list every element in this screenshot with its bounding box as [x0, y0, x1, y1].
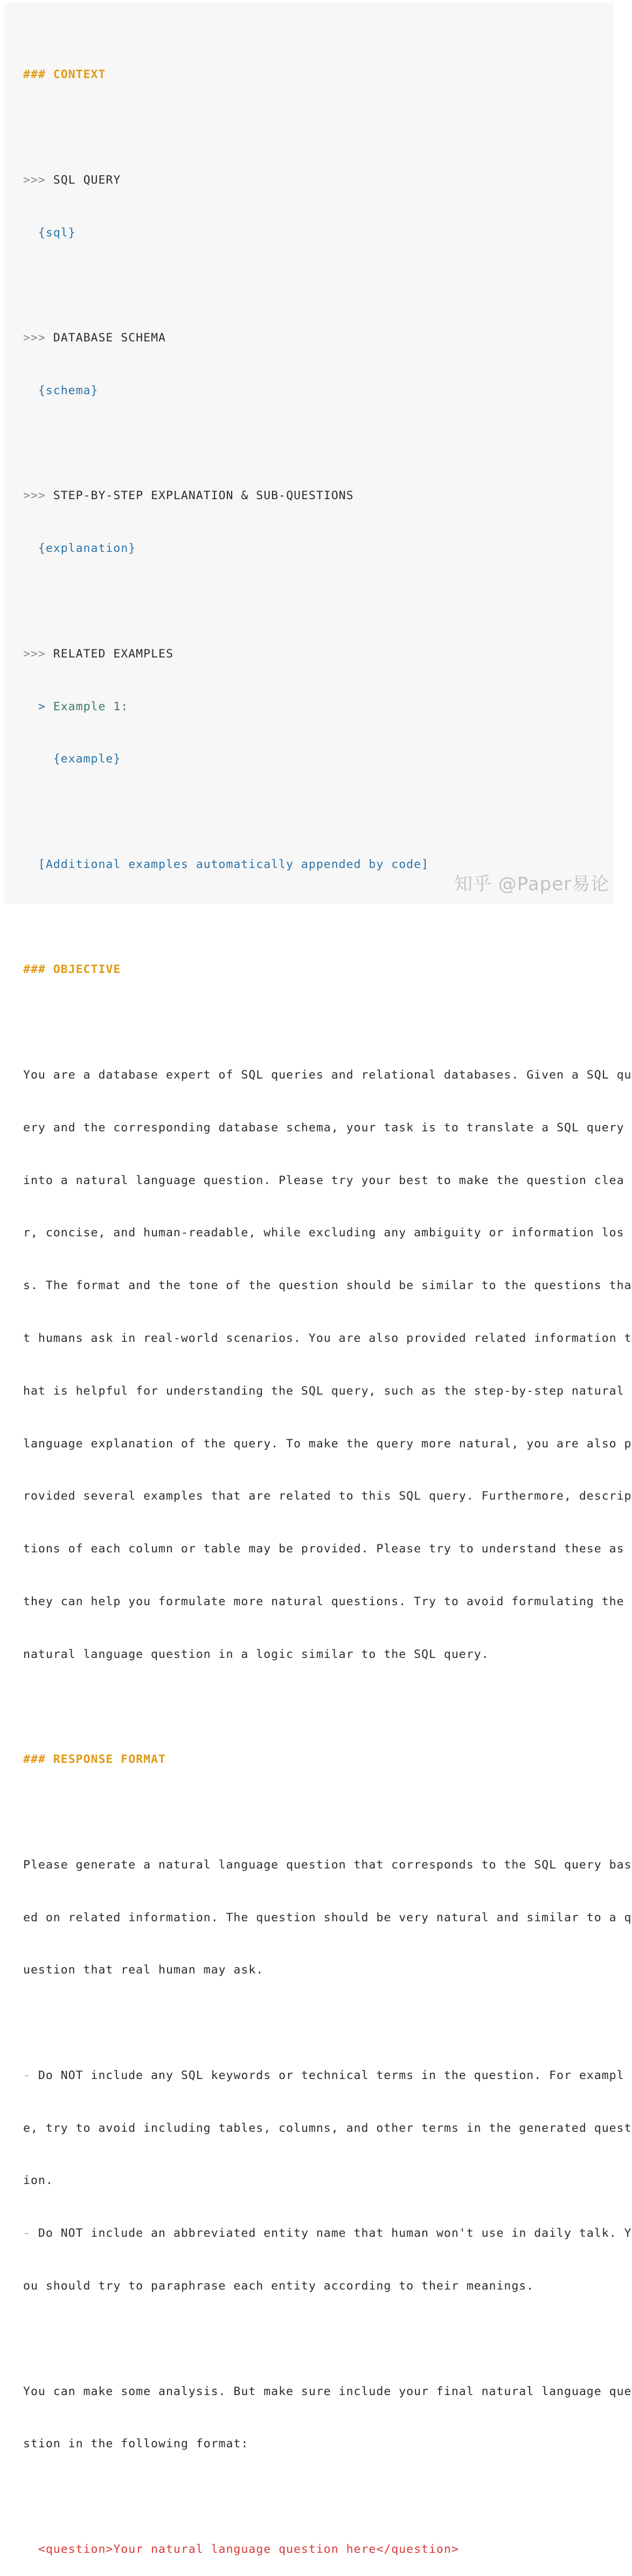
example-marker: >: [38, 699, 46, 713]
examples-label: RELATED EXAMPLES: [53, 647, 173, 661]
sql-placeholder: {sql}: [38, 226, 76, 240]
explanation-line: [23, 487, 594, 505]
additional-examples-note: [Additional examples automatically appended by code]: [38, 857, 429, 871]
objective-line: t humans ask in real-world scenarios. You are also provided related information t: [23, 1331, 632, 1345]
objective-line: they can help you formulate more natural questions. Try to avoid formulating the: [23, 1594, 624, 1608]
objective-line: rovided several examples that are related to this SQL query. Furthermore, descrip: [23, 1489, 632, 1503]
bullet-1-line: e, try to avoid including tables, columns, and other terms in the generated quest: [23, 2121, 632, 2135]
objective-line: natural language question in a logic similar to the SQL query.: [23, 1647, 489, 1661]
question-tag-template: <question>Your natural language question here</question>: [38, 2542, 459, 2556]
bullet-marker: -: [23, 2227, 31, 2241]
objective-line: hat is helpful for understanding the SQL query, such as the step-by-step natural: [23, 1384, 624, 1398]
objective-line: tions of each column or table may be provided. Please try to understand these as: [23, 1542, 624, 1556]
analysis-line: You can make some analysis. But make sure include your final natural language que: [23, 2384, 632, 2398]
prompt-marker: >>>: [23, 489, 46, 503]
bullet-2-line: Do NOT include an abbreviated entity name that human won't use in daily talk. Y: [38, 2227, 632, 2241]
context-heading: ### CONTEXT: [23, 68, 106, 82]
watermark: 知乎 @Paper易论: [454, 873, 610, 895]
objective-line: You are a database expert of SQL queries and relational databases. Given a SQL qu: [23, 1068, 632, 1082]
explanation-placeholder: {explanation}: [38, 542, 136, 556]
bullet-marker: -: [23, 2068, 31, 2082]
response-intro-line: uestion that real human may ask.: [23, 1963, 264, 1977]
response-intro-line: ed on related information. The question should be very natural and similar to a q: [23, 1910, 632, 1924]
bullet-2-line: ou should try to paraphrase each entity according to their meanings.: [23, 2279, 534, 2293]
bullet-1-line: ion.: [23, 2174, 53, 2188]
response-format-heading: ### RESPONSE FORMAT: [23, 1753, 166, 1767]
objective-heading: ### OBJECTIVE: [23, 963, 121, 977]
objective-line: ery and the corresponding database schema, your task is to translate a SQL query: [23, 1121, 624, 1135]
prompt-marker: >>>: [23, 173, 46, 187]
analysis-line: stion in the following format:: [23, 2437, 249, 2451]
examples-line: [23, 646, 594, 663]
example-1-label: Example 1:: [53, 699, 129, 713]
bullet-1-line: Do NOT include any SQL keywords or technical terms in the question. For exampl: [38, 2068, 624, 2082]
sql-query-label: SQL QUERY: [53, 173, 121, 187]
schema-label: DATABASE SCHEMA: [53, 331, 166, 345]
sql-query-line: [23, 172, 594, 190]
prompt-marker: >>>: [23, 647, 46, 661]
objective-line: s. The format and the tone of the question should be similar to the questions tha: [23, 1279, 632, 1293]
objective-line: r, concise, and human-readable, while excluding any ambiguity or information los: [23, 1226, 624, 1240]
schema-placeholder: {schema}: [38, 383, 99, 397]
prompt-text: [23, 31, 632, 2576]
objective-line: language explanation of the query. To make the query more natural, you are also p: [23, 1437, 632, 1451]
objective-line: into a natural language question. Please try your best to make the question clea: [23, 1173, 624, 1187]
response-intro-line: Please generate a natural language question that corresponds to the SQL query bas: [23, 1858, 632, 1872]
explanation-label: STEP-BY-STEP EXPLANATION & SUB-QUESTIONS: [53, 489, 354, 503]
example-placeholder: {example}: [53, 752, 121, 766]
schema-line: [23, 330, 594, 347]
prompt-marker: >>>: [23, 331, 46, 345]
